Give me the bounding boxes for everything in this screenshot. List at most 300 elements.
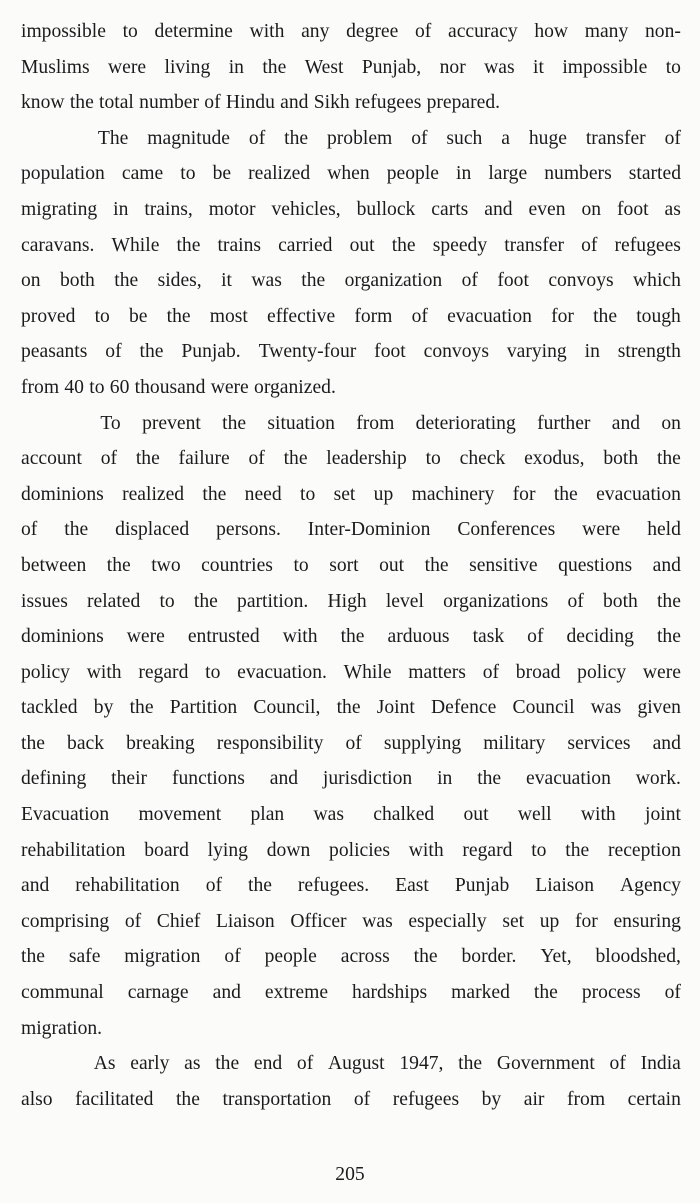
word: to [205, 661, 221, 683]
word: most [209, 305, 248, 327]
word: also [21, 1088, 53, 1110]
word: problem [326, 127, 393, 149]
word: the [283, 448, 308, 470]
word: entrusted [187, 626, 260, 648]
page-number: 205 [335, 1164, 365, 1185]
word: was [251, 270, 282, 292]
text-line [21, 690, 681, 726]
word: transfer [585, 127, 646, 149]
word: and [611, 412, 641, 434]
word: across [340, 946, 390, 968]
word: early [130, 1053, 170, 1075]
paragraph [21, 121, 681, 406]
word: in [228, 56, 244, 78]
word: of [345, 732, 362, 754]
word: convoys [423, 341, 489, 363]
word: Council, [253, 697, 321, 719]
word: for [574, 910, 598, 932]
word: defining [21, 768, 87, 790]
word: migration [124, 946, 201, 968]
word: accuracy [448, 21, 518, 42]
word: and [652, 732, 681, 754]
word: to [293, 554, 309, 576]
word: carnage [127, 982, 189, 1004]
text-line [21, 263, 681, 299]
word: supplying [383, 732, 462, 754]
word: displaced [115, 519, 190, 541]
word: caravans. [21, 234, 95, 256]
text-line [21, 85, 681, 121]
word: comprising [21, 910, 110, 932]
word: which [633, 270, 681, 292]
word: arduous [387, 626, 450, 648]
word: the [458, 1053, 483, 1075]
word: out [349, 234, 375, 256]
word: of [248, 448, 265, 470]
word: of [527, 626, 544, 648]
word: Punjab, [361, 56, 422, 78]
word: organizations [443, 590, 549, 612]
word: trains, [144, 198, 193, 220]
word: out [463, 804, 489, 826]
word: the [175, 1088, 200, 1110]
word: determine [154, 21, 233, 42]
word: set [333, 483, 356, 505]
word: organized. [254, 376, 336, 398]
word: for [512, 483, 536, 505]
word: of [411, 305, 428, 327]
word: with [282, 626, 318, 648]
word: breaking [126, 732, 195, 754]
word: down [266, 839, 311, 861]
word: foot [497, 270, 529, 292]
text-line [21, 14, 681, 50]
word: population [21, 163, 105, 185]
word: regard [462, 839, 513, 861]
text-line [21, 548, 681, 584]
word: the [166, 305, 191, 327]
word: to [425, 448, 441, 470]
word: from [566, 1088, 606, 1110]
word: the [21, 732, 45, 754]
text-line [21, 833, 681, 869]
word: started [628, 163, 681, 185]
word: foot [617, 198, 649, 220]
page-text-body [21, 14, 681, 1117]
word: of [664, 127, 681, 149]
word: related [87, 590, 141, 612]
word: set [502, 910, 525, 932]
word: Liaison [535, 875, 595, 897]
word: prevent [142, 412, 201, 434]
word: the [336, 697, 361, 719]
word: military [483, 732, 546, 754]
word: hardships [352, 982, 428, 1004]
word: end [253, 1053, 283, 1075]
word: held [647, 519, 681, 541]
word: varying [506, 341, 567, 363]
word: with [86, 661, 122, 683]
word: bloodshed, [595, 946, 681, 968]
text-line [21, 655, 681, 691]
word: back [67, 732, 105, 754]
word: refugees [392, 1088, 460, 1110]
word: transfer [504, 234, 565, 256]
word: sensitive [469, 554, 538, 576]
word: The [97, 127, 129, 149]
word: both [602, 590, 638, 612]
word: speedy [432, 234, 488, 256]
word: people [386, 163, 439, 185]
word: joint [645, 804, 681, 826]
word: Muslims [21, 56, 90, 78]
word: regard [138, 661, 189, 683]
word: chalked [373, 804, 435, 826]
word: convoys [548, 270, 614, 292]
word: the [301, 270, 326, 292]
word: Evacuation [21, 804, 110, 826]
word: refugees [354, 92, 422, 114]
text-line [21, 370, 681, 406]
word: the [262, 56, 287, 78]
word: the [215, 1053, 240, 1075]
word: issues [21, 590, 68, 612]
word: further [537, 412, 591, 434]
word: especially [408, 910, 487, 932]
word: foot [374, 341, 406, 363]
word: East [395, 875, 429, 897]
word: prepared. [426, 92, 501, 114]
word: account [21, 448, 82, 470]
word: up [373, 483, 394, 505]
word: deciding [566, 626, 634, 648]
word: from [356, 412, 395, 434]
word: of [461, 270, 478, 292]
text-line [21, 192, 681, 228]
word: machinery [411, 483, 495, 505]
word: of [105, 341, 122, 363]
word: tough [636, 305, 681, 327]
word: Defence [431, 697, 497, 719]
word: strength [617, 341, 681, 363]
word: in [437, 768, 453, 790]
word: migration. [21, 1017, 103, 1039]
word: organization [344, 270, 443, 292]
word: was [484, 56, 515, 78]
text-line [21, 619, 681, 655]
word: with [580, 804, 616, 826]
word: how [534, 21, 569, 42]
word: Government [496, 1053, 595, 1075]
word: to [122, 21, 138, 42]
word: air [523, 1088, 545, 1110]
word: carried [278, 234, 333, 256]
text-line [21, 975, 681, 1011]
word: policy [21, 661, 70, 683]
word: need [244, 483, 282, 505]
word: of [224, 946, 241, 968]
word: responsibility [216, 732, 324, 754]
word: two [151, 554, 181, 576]
word: West [304, 56, 344, 78]
word: of [124, 910, 142, 932]
word: motor [208, 198, 256, 220]
word: total [99, 92, 134, 114]
word: Officer [290, 910, 347, 932]
word: the [193, 590, 218, 612]
word: communal [21, 982, 104, 1004]
text-line [21, 1011, 681, 1047]
word: any [301, 21, 330, 42]
word: leadership [326, 448, 407, 470]
word: were [126, 626, 165, 648]
word: rehabilitation [75, 875, 180, 897]
word: board [144, 839, 189, 861]
word: in [456, 163, 472, 185]
text-line [21, 726, 681, 762]
word: of [353, 1088, 371, 1110]
word: to [94, 305, 110, 327]
word: for [551, 305, 574, 327]
word: bullock [356, 198, 416, 220]
word: Council [512, 697, 575, 719]
text-line [21, 121, 681, 157]
word: both [60, 270, 95, 292]
word: transportation [222, 1088, 332, 1110]
text-line [21, 584, 681, 620]
word: dominions [21, 483, 104, 505]
word: situation [267, 412, 335, 434]
word: from [21, 376, 60, 398]
word: such [446, 127, 483, 149]
word: the [129, 697, 154, 719]
word: when [327, 163, 370, 185]
word: jurisdiction [322, 768, 413, 790]
word: the [565, 839, 590, 861]
word: border. [461, 946, 517, 968]
word: it [533, 56, 544, 78]
word: on [661, 412, 681, 434]
word: the [413, 946, 438, 968]
word: with [249, 21, 285, 42]
text-line [21, 50, 681, 86]
word: to [159, 590, 175, 612]
word: of [204, 92, 221, 114]
word: of [415, 21, 432, 42]
word: impossible [21, 21, 106, 42]
word: broad [515, 661, 561, 683]
word: rehabilitation [21, 839, 126, 861]
word: ensuring [613, 910, 681, 932]
word: reception [607, 839, 681, 861]
word: the [593, 305, 618, 327]
word: the [222, 412, 247, 434]
word: number [139, 92, 200, 114]
text-line [21, 868, 681, 904]
word: level [385, 590, 424, 612]
word: the [135, 448, 160, 470]
word: impossible [562, 56, 648, 78]
word: India [640, 1053, 681, 1075]
word: Hindu [225, 92, 275, 114]
text-line [21, 406, 681, 442]
word: evacuation [596, 483, 681, 505]
word: and [280, 92, 309, 114]
word: out [379, 554, 405, 576]
word: realized [248, 163, 311, 185]
word: work. [635, 768, 681, 790]
text-line [21, 1082, 681, 1118]
word: as [184, 1053, 201, 1075]
word: of [411, 127, 428, 149]
word: the [139, 341, 164, 363]
word: partition. [237, 590, 309, 612]
word: numbers [544, 163, 612, 185]
word: While [111, 234, 160, 256]
word: extreme [264, 982, 329, 1004]
word: To [100, 412, 121, 434]
paragraph [21, 1046, 681, 1117]
word: of [664, 982, 681, 1004]
word: evacuation [447, 305, 532, 327]
word: of [581, 234, 598, 256]
word: August [327, 1053, 385, 1075]
word: to [531, 839, 547, 861]
word: of [21, 519, 38, 541]
word: of [609, 1053, 626, 1075]
word: matters [408, 661, 466, 683]
word: and [652, 554, 681, 576]
word: evacuation. [237, 661, 327, 683]
word: the [176, 234, 201, 256]
word: policy [577, 661, 627, 683]
word: magnitude [147, 127, 230, 149]
word: to [89, 376, 105, 398]
word: the [69, 92, 94, 114]
word: refugees [614, 234, 681, 256]
paragraph [21, 406, 681, 1047]
word: in [113, 198, 129, 220]
word: task [472, 626, 505, 648]
word: effective [267, 305, 336, 327]
word: Punjab. [181, 341, 241, 363]
word: form [354, 305, 393, 327]
word: of [100, 448, 118, 470]
word: the [21, 946, 45, 968]
word: Agency [620, 875, 681, 897]
word: lying [207, 839, 248, 861]
word: trains [217, 234, 262, 256]
word: large [488, 163, 528, 185]
text-line [21, 441, 681, 477]
word: many [584, 21, 629, 42]
word: 60 [109, 376, 130, 398]
text-line [21, 797, 681, 833]
word: the [477, 768, 502, 790]
word: to [665, 56, 681, 78]
word: plan [250, 804, 285, 826]
word: process [581, 982, 641, 1004]
word: the [656, 448, 681, 470]
word: Inter-Dominion [307, 519, 431, 541]
word: the [656, 590, 681, 612]
word: was [313, 804, 344, 826]
word: carts [431, 198, 469, 220]
word: with [408, 839, 444, 861]
text-line [21, 939, 681, 975]
word: services [567, 732, 631, 754]
word: the [114, 270, 139, 292]
word: huge [528, 127, 567, 149]
word: thousand [134, 376, 206, 398]
word: Twenty-four [258, 341, 357, 363]
word: policies [329, 839, 390, 861]
word: High [327, 590, 367, 612]
word: Liaison [215, 910, 275, 932]
word: by [481, 1088, 502, 1110]
word: both [603, 448, 639, 470]
word: and [212, 982, 241, 1004]
word: the [533, 982, 558, 1004]
word: proved [21, 305, 76, 327]
word: certain [627, 1088, 681, 1110]
word: the [106, 554, 131, 576]
word: to [300, 483, 316, 505]
word: non- [644, 21, 681, 42]
word: tackled [21, 697, 78, 719]
word: and [484, 198, 513, 220]
word: sort [329, 554, 359, 576]
word: the [248, 875, 272, 897]
word: in [584, 341, 600, 363]
word: the [424, 554, 449, 576]
word: dominions [21, 626, 104, 648]
word: questions [558, 554, 633, 576]
word: nor [439, 56, 466, 78]
text-line [21, 228, 681, 264]
word: the [656, 626, 681, 648]
word: were [582, 519, 621, 541]
text-line [21, 904, 681, 940]
word: of [296, 1053, 314, 1075]
word: the [202, 483, 227, 505]
word: were [108, 56, 147, 78]
word: check [459, 448, 506, 470]
word: the [391, 234, 416, 256]
word: countries [201, 554, 273, 576]
word: As [93, 1053, 116, 1075]
word: on [581, 198, 602, 220]
word: Partition [169, 697, 238, 719]
word: were [642, 661, 681, 683]
text-line [21, 477, 681, 513]
word: as [664, 198, 681, 220]
word: by [93, 697, 114, 719]
word: marked [451, 982, 510, 1004]
text-line [21, 512, 681, 548]
word: know [21, 92, 65, 114]
word: Sikh [313, 92, 350, 114]
text-line [21, 334, 681, 370]
word: Chief [156, 910, 201, 932]
word: 1947, [399, 1053, 444, 1075]
text-line [21, 1046, 681, 1082]
word: realized [122, 483, 185, 505]
word: degree [346, 21, 399, 42]
paragraph [21, 14, 681, 121]
word: functions [171, 768, 245, 790]
word: were [210, 376, 249, 398]
